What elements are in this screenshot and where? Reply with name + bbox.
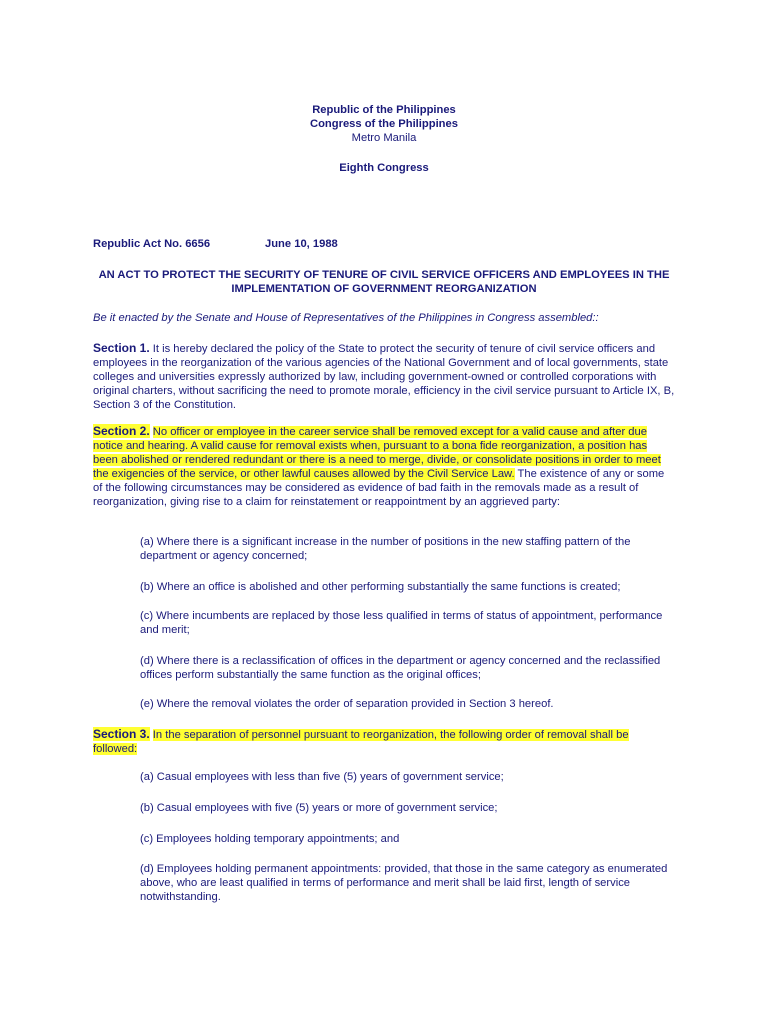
header-republic: Republic of the Philippines — [312, 104, 456, 116]
section-2-label: Section 2. — [93, 424, 150, 438]
section-3-item-b: (b) Casual employees with five (5) years or more of government service; — [140, 802, 498, 814]
section-1 — [93, 341, 675, 412]
document-header — [0, 103, 768, 145]
section-2 — [93, 424, 675, 509]
section-2-highlighted-text: No officer or employee in the career service shall be removed except for a valid cause and after due notice and hearing. A valid cause for removal exists when, pursuant to a bona fide reorganization, a position has been abolished or rendered redundant or there is a need to merge, divide, or consolidate positions in order to meet the exigencies of the service, or other lawful causes allowed by the Civil Service Law. — [93, 426, 661, 480]
section-1-label: Section 1. — [93, 341, 150, 355]
section-2-item-b: (b) Where an office is abolished and other performing substantially the same functions is created; — [140, 581, 621, 593]
header-location: Metro Manila — [351, 132, 417, 144]
section-3-highlighted-text: In the separation of personnel pursuant to reorganization, the following order of removal shall be followed: — [93, 729, 629, 755]
section-2-item-c: (c) Where incumbents are replaced by those less qualified in terms of status of appointment, performance and merit; — [140, 610, 663, 636]
enacting-clause: Be it enacted by the Senate and House of Representatives of the Philippines in Congress assembled:: — [93, 312, 599, 324]
section-3-item-c: (c) Employees holding temporary appointments; and — [140, 833, 400, 845]
congress-number: Eighth Congress — [339, 162, 429, 174]
act-number: Republic Act No. 6656 — [93, 238, 211, 250]
section-3 — [93, 727, 675, 756]
header-congress-name: Congress of the Philippines — [310, 118, 458, 130]
section-3-item-d: (d) Employees holding permanent appointments: provided, that those in the same category as enumerated above, who are least qualified in terms of performance and merit shall be laid first, length of service notwithstanding. — [140, 863, 668, 903]
section-2-item-a: (a) Where there is a significant increase in the number of positions in the new staffing pattern of the department or agency concerned; — [140, 536, 631, 562]
section-3-item-a: (a) Casual employees with less than five (5) years of government service; — [140, 771, 504, 783]
act-date: June 10, 1988 — [265, 238, 338, 250]
section-2-text: The existence of any or some of the following circumstances may be considered as evidence of bad faith in the removals made as a result of reorganization, giving rise to a claim for reinstatement or reappointment by an aggrieved party: — [93, 468, 665, 508]
act-number-line — [93, 237, 338, 251]
section-1-text: It is hereby declared the policy of the State to protect the security of tenure of civil service officers and employees in the reorganization of the various agencies of the National Government and of local governments, state colleges and universities expressly authorized by law, including government-owned or controlled corporations with original charters, without sacrificing the need to promote morale, efficiency in the civil service pursuant to Article IX, B, Section 3 of the Constitution. — [93, 343, 675, 411]
section-2-item-d: (d) Where there is a reclassification of offices in the department or agency concerned and the reclassified offices perform substantially the same function as the original offices; — [140, 655, 661, 681]
section-2-item-e: (e) Where the removal violates the order of separation provided in Section 3 hereof. — [140, 698, 554, 710]
act-title: AN ACT TO PROTECT THE SECURITY OF TENURE OF CIVIL SERVICE OFFICERS AND EMPLOYEES IN THE IMPLEMENTATION OF GOVERNMENT REORGANIZATION — [98, 269, 670, 295]
section-3-label: Section 3. — [93, 727, 150, 741]
